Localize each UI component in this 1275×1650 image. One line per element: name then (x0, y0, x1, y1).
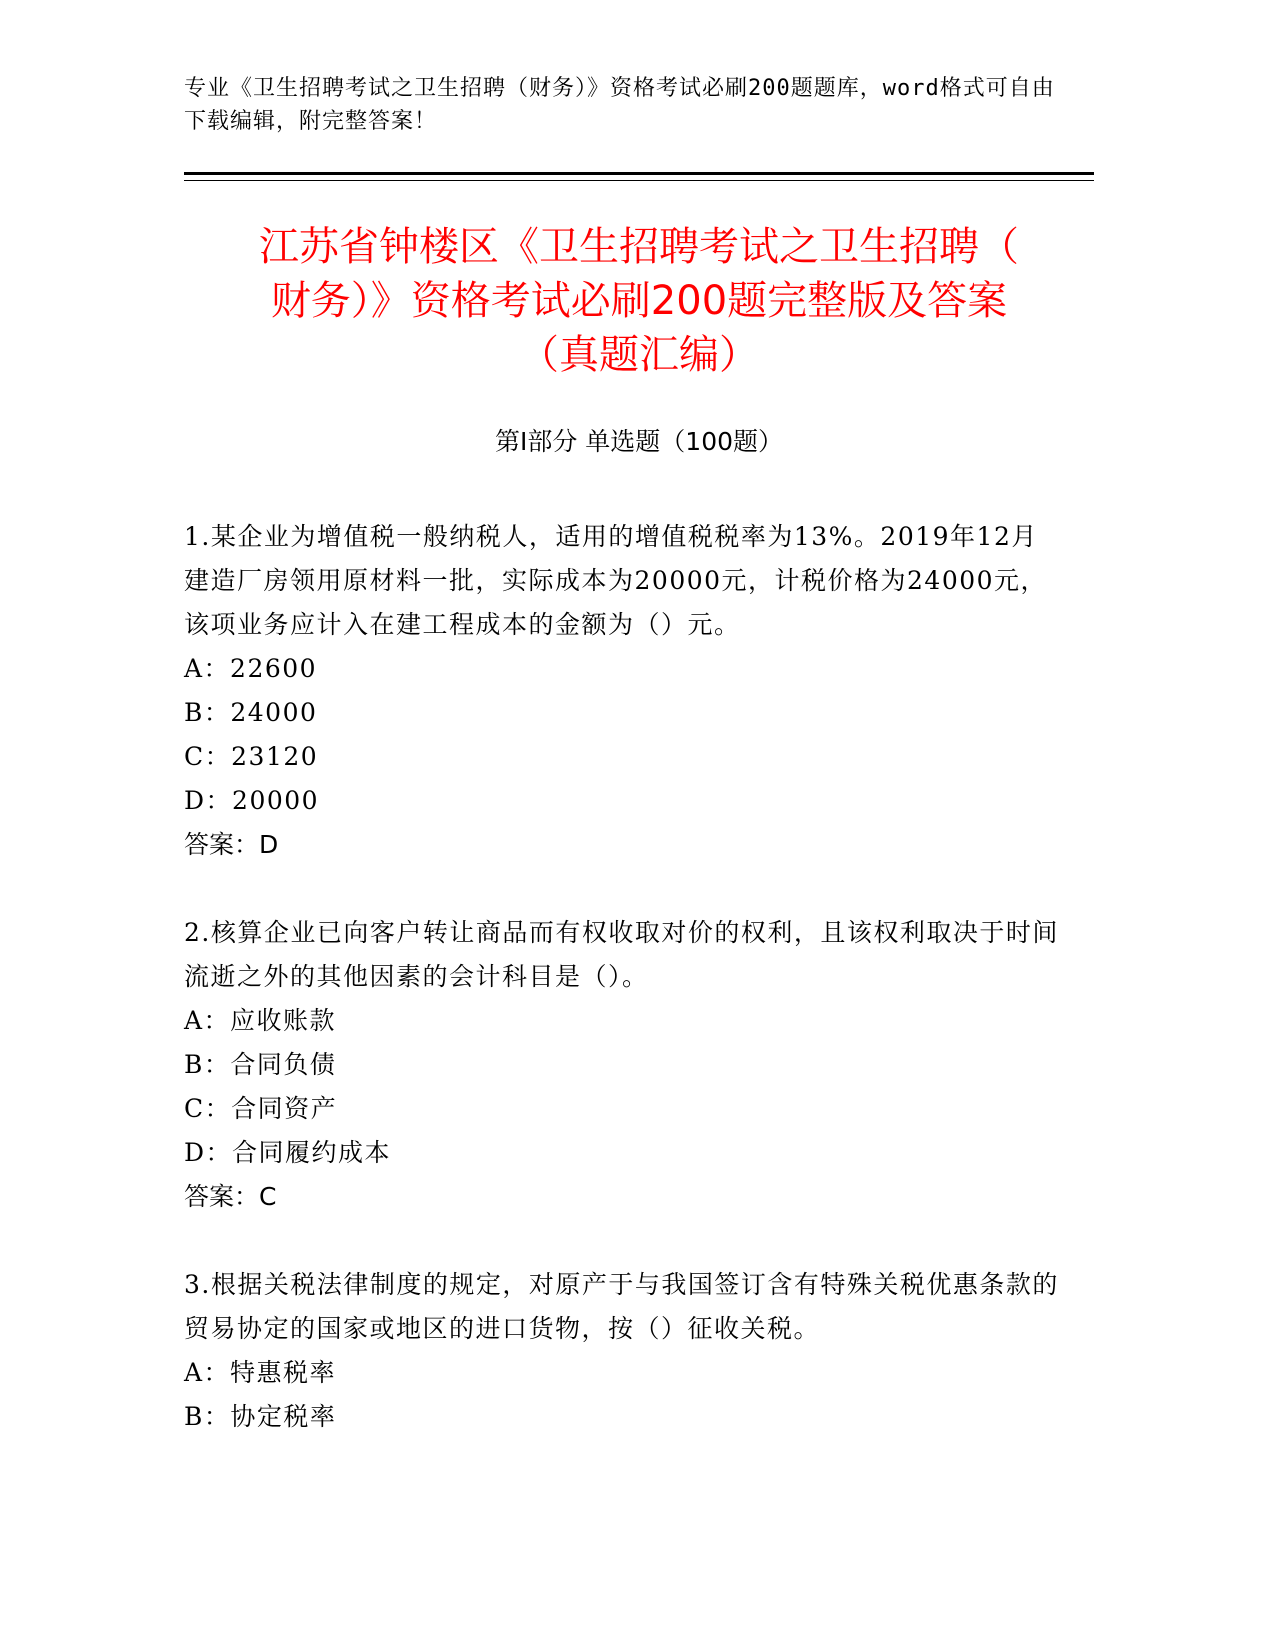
header-note: 专业《卫生招聘考试之卫生招聘（财务）》资格考试必刷200题题库，word格式可自由下载编辑，附完整答案！ (184, 76, 1055, 134)
question-2 (184, 911, 1064, 1219)
document-title-line-1: 江苏省钟楼区《卫生招聘考试之卫生招聘（ (259, 224, 1019, 270)
option-a: A：22600 (184, 654, 318, 683)
question-3 (184, 1263, 1064, 1439)
option-a: A：应收账款 (184, 1006, 337, 1035)
header-divider-thin (184, 180, 1094, 181)
option-b: B：协定税率 (184, 1402, 337, 1431)
question-1 (184, 515, 1064, 867)
option-c: C：合同资产 (184, 1094, 338, 1123)
question-stem: 2.核算企业已向客户转让商品而有权收取对价的权利，且该权利取决于时间流逝之外的其他因素的会计科目是（）。 (184, 918, 1059, 991)
option-a: A：特惠税率 (184, 1358, 337, 1387)
option-b: B：合同负债 (184, 1050, 337, 1079)
question-list (184, 515, 1064, 1483)
option-b: B：24000 (184, 698, 318, 727)
option-c: C：23120 (184, 742, 319, 771)
section-title: 第Ⅰ部分 单选题（100题） (494, 427, 784, 456)
answer: 答案：C (184, 1182, 277, 1211)
option-d: D：20000 (184, 786, 320, 815)
document-title-line-3: （真题汇编） (519, 332, 759, 378)
question-stem: 1.某企业为增值税一般纳税人，适用的增值税税率为13%。2019年12月建造厂房领用原材料一批，实际成本为20000元，计税价格为24000元，该项业务应计入在建工程成本的金额为（）元。 (184, 522, 1048, 639)
header-divider-thick (184, 172, 1094, 175)
answer: 答案：D (184, 830, 279, 859)
document-title-line-2: 财务）》资格考试必刷200题完整版及答案 (270, 278, 1008, 324)
option-d: D：合同履约成本 (184, 1138, 392, 1167)
document-title (184, 220, 1094, 382)
question-stem: 3.根据关税法律制度的规定，对原产于与我国签订含有特殊关税优惠条款的贸易协定的国家或地区的进口货物，按（）征收关税。 (184, 1270, 1059, 1343)
